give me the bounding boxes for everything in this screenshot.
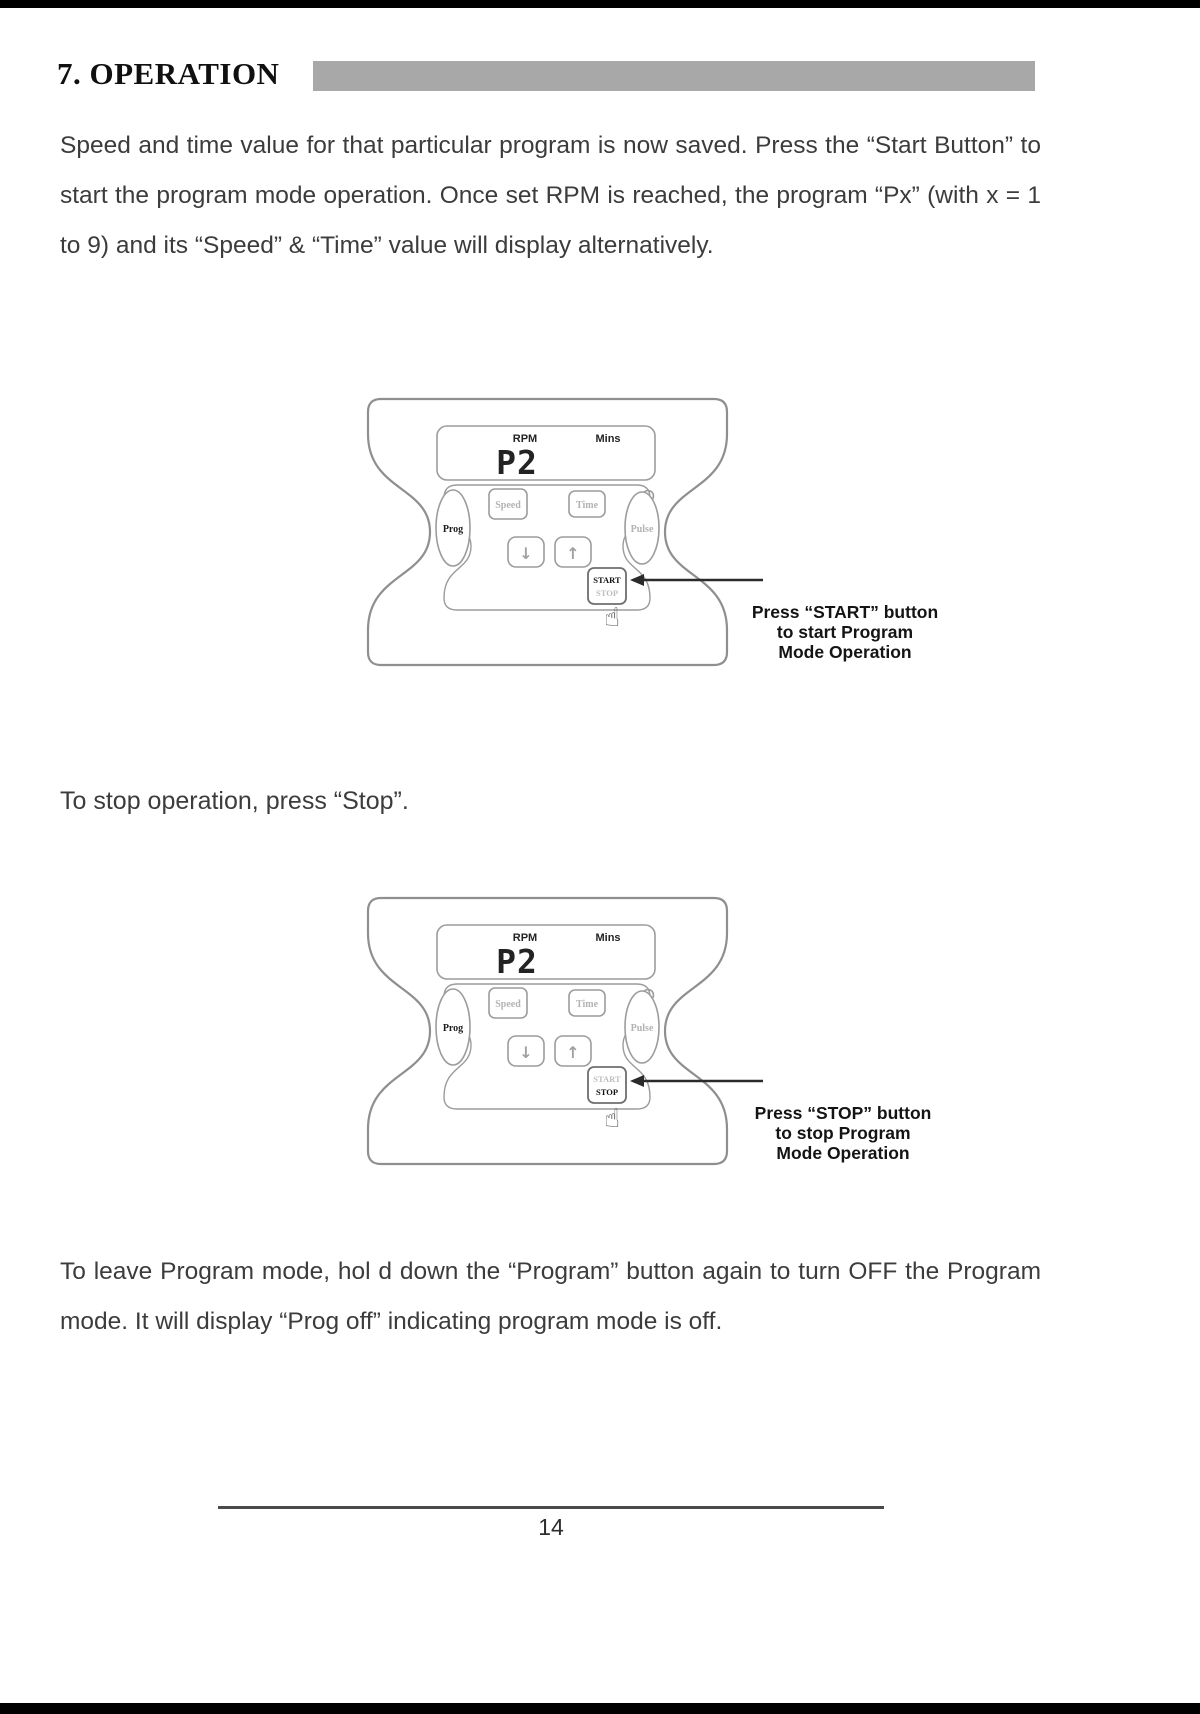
rpm-label: RPM [512,932,538,944]
hand-cursor-icon: ☝ [604,603,620,633]
up-arrow-icon: ↑ [566,1043,580,1062]
display-window [437,426,655,480]
leave-program-paragraph: To leave Program mode, hol d down the “Program” button again to turn OFF the Program mode. It will display “Prog off” indicating program mode is off. [60,1258,1041,1335]
time-label: Time [575,500,599,511]
display-value: P2 [496,443,538,482]
page-number: 14 [538,1514,564,1540]
start-label: START [593,1074,621,1084]
panel-outline [368,898,727,1164]
top-border-bar [0,0,1200,8]
stop-instruction: To stop operation, press “Stop”. [60,787,409,815]
stop-label: STOP [595,588,619,598]
control-panel-illustration [365,396,730,674]
stop-annotation [743,1103,943,1163]
start-stop-button [588,568,626,604]
stop-callout-arrow [630,1073,764,1089]
start-annotation [745,602,945,662]
start-annotation-line2: to start Program [776,622,914,642]
hand-cursor-icon: ☝ [604,1104,620,1134]
stop-annotation-line1: Press “STOP” button [754,1103,932,1123]
panel-outline [368,399,727,665]
stop-annotation-line3: Mode Operation [776,1143,910,1163]
mins-label: Mins [595,433,621,445]
start-label: START [593,575,621,585]
start-callout-arrow [630,572,764,588]
display-window [437,925,655,979]
speed-label: Speed [495,999,521,1010]
stop-diagram [365,895,730,1173]
mins-label: Mins [595,932,621,944]
section-title: 7. OPERATION [57,56,280,91]
pulse-label: Pulse [630,524,654,535]
start-annotation-line3: Mode Operation [778,642,912,662]
footer-divider [218,1506,884,1509]
start-annotation-line1: Press “START” button [751,602,939,622]
intro-paragraph: Speed and time value for that particular program is now saved. Press the “Start Button” to start the program mode operation. Once set RPM is reached, the program “Px” (with x = 1 to 9) and its “Speed” & “Time” value will display alternatively. [60,132,1041,259]
prog-label: Prog [442,1023,464,1034]
prog-label: Prog [442,524,464,535]
down-arrow-icon: ↓ [519,1043,533,1062]
down-arrow-icon: ↓ [519,544,533,563]
title-decoration-bar [313,61,1035,91]
rpm-label: RPM [512,433,538,445]
stop-annotation-line2: to stop Program [775,1123,911,1143]
bottom-border-bar [0,1703,1200,1714]
time-label: Time [575,999,599,1010]
control-panel-illustration [365,895,730,1173]
stop-label: STOP [595,1087,619,1097]
start-diagram [365,396,730,674]
speed-label: Speed [495,500,521,511]
pulse-label: Pulse [630,1023,654,1034]
display-value: P2 [496,942,538,981]
up-arrow-icon: ↑ [566,544,580,563]
start-stop-button [588,1067,626,1103]
